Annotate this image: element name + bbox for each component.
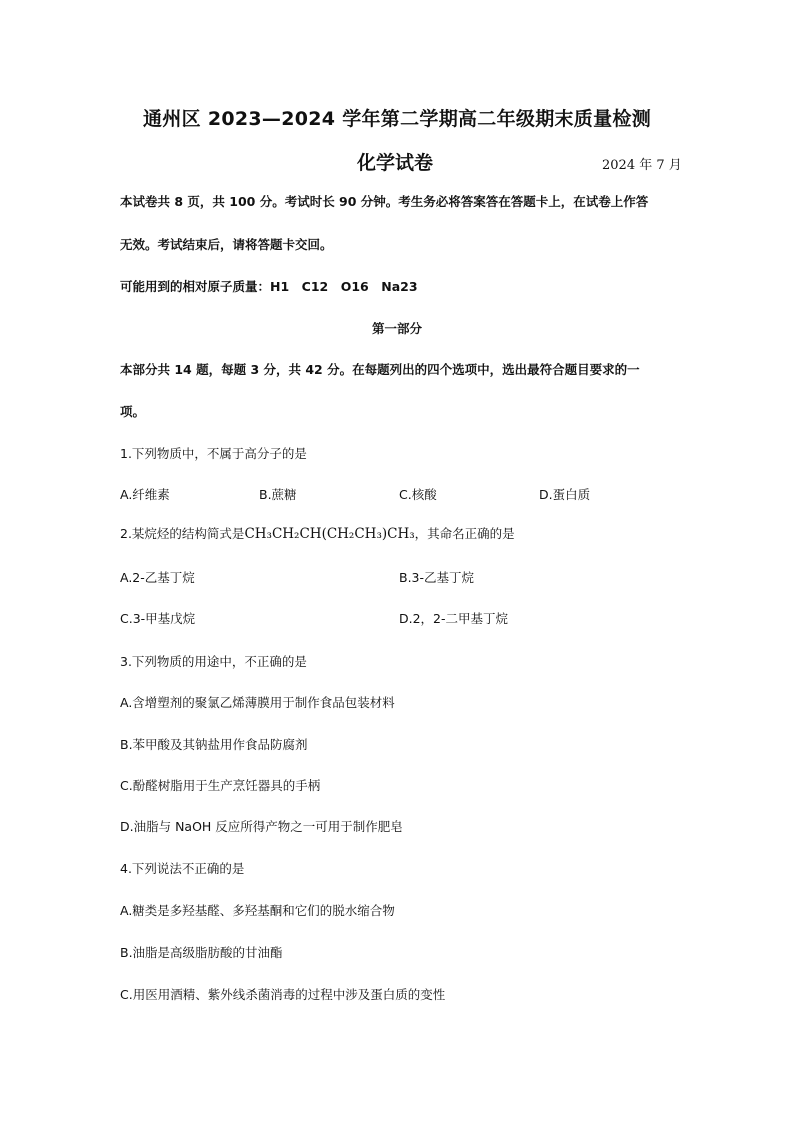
question-4-option-c: C.用医用酒精、紫外线杀菌消毒的过程中涉及蛋白质的变性 xyxy=(120,987,446,1002)
question-2-option-b: B.3-乙基丁烷 xyxy=(399,570,475,585)
part1-description-line-2: 项。 xyxy=(120,404,146,419)
question-2-stem-prefix: 2.某烷烃的结构简式是 xyxy=(120,526,245,541)
question-1-option-c: C.核酸 xyxy=(399,487,437,502)
question-3-option-c: C.酚醛树脂用于生产烹饪器具的手柄 xyxy=(120,778,321,793)
exam-date: 2024 年 7 月 xyxy=(602,158,682,173)
atomic-masses: 可能用到的相对原子质量：H1 C12 O16 Na23 xyxy=(120,279,418,294)
exam-title: 通州区 2023—2024 学年第二学期高二年级期末质量检测 xyxy=(143,108,651,130)
question-3-option-b: B.苯甲酸及其钠盐用作食品防腐剂 xyxy=(120,737,308,752)
question-1-option-d: D.蛋白质 xyxy=(539,487,591,502)
instructions-line-1: 本试卷共 8 页，共 100 分。考试时长 90 分钟。考生务必将答案答在答题卡上，在试卷上作答 xyxy=(120,194,649,209)
question-4-stem: 4.下列说法不正确的是 xyxy=(120,861,245,876)
question-3-stem: 3.下列物质的用途中，不正确的是 xyxy=(120,654,307,669)
question-2-option-c: C.3-甲基戊烷 xyxy=(120,611,196,626)
question-4-option-a: A.糖类是多羟基醛、多羟基酮和它们的脱水缩合物 xyxy=(120,903,395,918)
question-3-option-d: D.油脂与 NaOH 反应所得产物之一可用于制作肥皂 xyxy=(120,819,403,834)
question-2-stem xyxy=(120,524,515,542)
part1-description-line-1: 本部分共 14 题，每题 3 分，共 42 分。在每题列出的四个选项中，选出最符合题目要求的一 xyxy=(120,362,640,377)
question-1-option-b: B.蔗糖 xyxy=(259,487,297,502)
question-2-option-d: D.2，2-二甲基丁烷 xyxy=(399,611,509,626)
question-2-option-a: A.2-乙基丁烷 xyxy=(120,570,195,585)
subject-title: 化学试卷 xyxy=(357,152,434,174)
question-3-option-a: A.含增塑剂的聚氯乙烯薄膜用于制作食品包装材料 xyxy=(120,695,395,710)
question-1-option-a: A.纤维素 xyxy=(120,487,170,502)
instructions-line-2: 无效。考试结束后，请将答题卡交回。 xyxy=(120,237,333,252)
question-2-stem-suffix: ，其命名正确的是 xyxy=(414,526,515,541)
question-1-stem: 1.下列物质中，不属于高分子的是 xyxy=(120,446,307,461)
part1-heading: 第一部分 xyxy=(371,321,422,336)
structural-formula: CH₃CH₂CH(CH₂CH₃)CH₃ xyxy=(244,526,415,542)
question-4-option-b: B.油脂是高级脂肪酸的甘油酯 xyxy=(120,945,283,960)
